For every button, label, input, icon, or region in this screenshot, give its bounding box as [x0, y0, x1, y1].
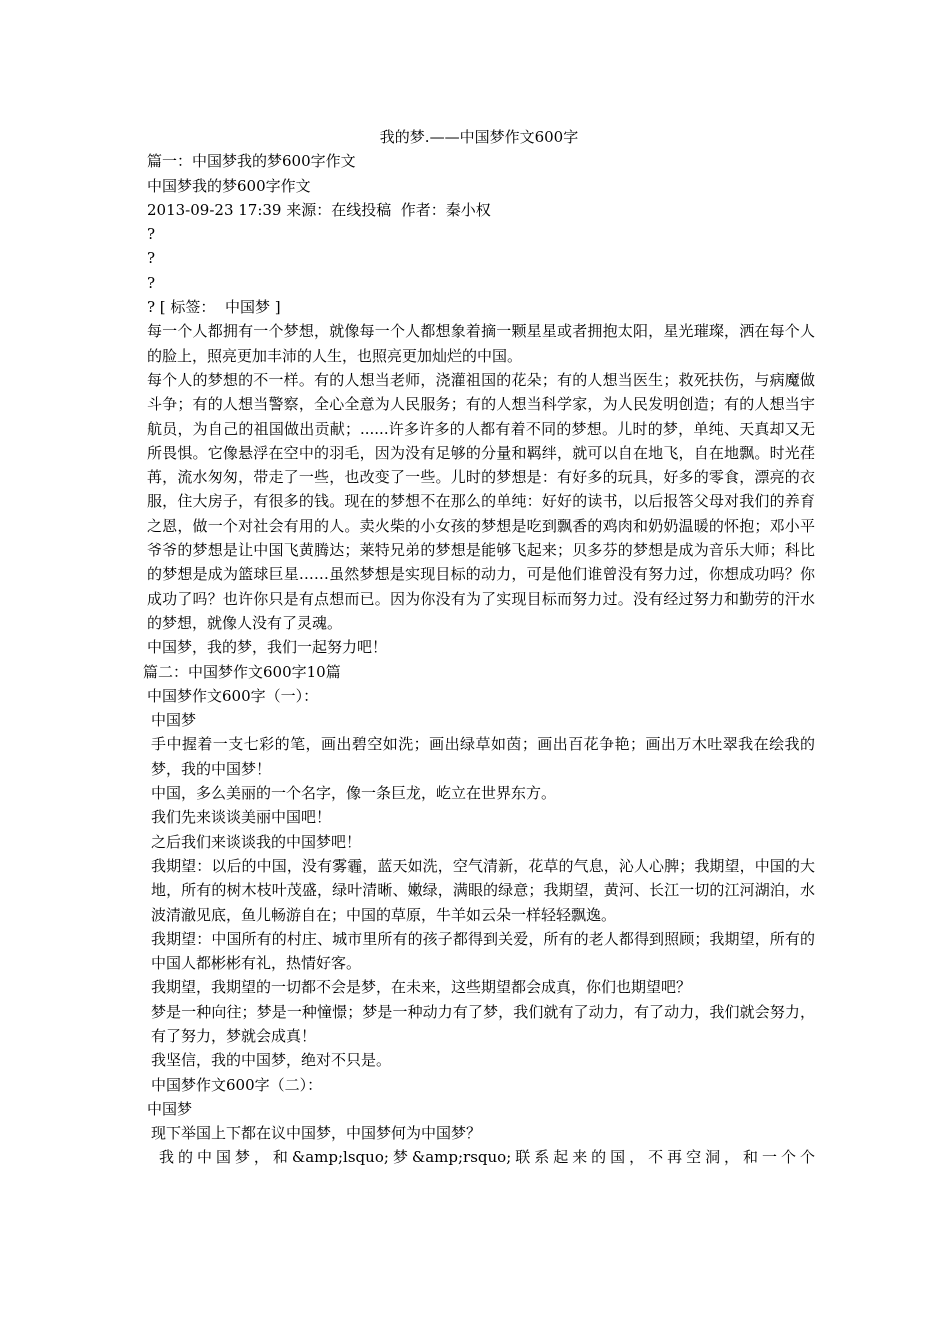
text-line: 我期望，我期望的一切都不会是梦，在未来，这些期望都会成真，你们也期望吧？	[151, 978, 692, 997]
text-line: 中国，多么美丽的一个名字，像一条巨龙，屹立在世界东方。	[151, 784, 557, 803]
text-line: 每一个人都拥有一个梦想，就像每一个人都想象着摘一颗星星或者拥抱太阳，星光璀璨，洒在每个人的脸上，照亮更加丰沛的人生，也照亮更加灿烂的中国。	[147, 322, 815, 365]
text-line: 现下举国上下都在议中国梦，中国梦何为中国梦？	[151, 1124, 482, 1143]
document-body	[143, 149, 815, 1169]
document-title: 我的梦.——中国梦作文600字	[379, 128, 579, 146]
text-line: 中国梦，我的梦，我们一起努力吧！	[147, 638, 388, 657]
text-line: 我期望：以后的中国，没有雾霾，蓝天如洗，空气清新，花草的气息，沁人心脾；我期望，中国的大地，所有的树木枝叶茂盛，绿叶清晰、嫩绿，满眼的绿意；我期望，黄河、长江一切的江河湖泊，水波清澈见底，鱼儿畅游自在；中国的草原，牛羊如云朵一样轻轻飘逸。	[151, 856, 815, 924]
text-line: 中国梦作文600字（一）：	[147, 686, 319, 705]
document-page	[143, 125, 815, 1170]
text-line: 篇一：中国梦我的梦600字作文	[147, 152, 356, 171]
text-line: ?	[147, 249, 156, 268]
text-line: ?	[147, 225, 156, 244]
text-line: 手中握着一支七彩的笔，画出碧空如洗；画出绿草如茵；画出百花争艳；画出万木吐翠我在绘我的梦，我的中国梦！	[151, 735, 815, 778]
text-line: 2013-09-23 17:39 来源：在线投稿 作者：秦小权	[147, 200, 491, 219]
text-line: 中国梦我的梦600字作文	[147, 176, 311, 195]
text-line: 我们先来谈谈美丽中国吧！	[151, 808, 332, 827]
text-line: 梦是一种向往；梦是一种憧憬；梦是一种动力有了梦，我们就有了动力，有了动力，我们就会努力，有了努力，梦就会成真！	[151, 1002, 815, 1045]
text-line: ?	[147, 273, 156, 292]
text-line: ? [ 标签： 中国梦 ]	[147, 298, 281, 317]
text-line: 我期望：中国所有的村庄、城市里所有的孩子都得到关爱，所有的老人都得到照顾；我期望，所有的中国人都彬彬有礼，热情好客。	[151, 929, 815, 973]
text-line: 中国梦	[147, 1099, 193, 1118]
text-line: 每个人的梦想的不一样。有的人想当老师，浇灌祖国的花朵；有的人想当医生；救死扶伤，与病魔做斗争；有的人想当警察，全心全意为人民服务；有的人想当科学家，为人民发明创造；有的人想当宇航员，为自己的祖国做出贡献；......许多许多的人都有着不同的梦想。儿时的梦，单纯、天真却又无所畏惧。它像悬浮在空中的羽毛，因为没有足够的分量和羁绊，就可以自在地飞，自在地飘。时光荏苒，流水匆匆，带走了一些，也改变了一些。儿时的梦想是：有好多的玩具，好多的零食，漂亮的衣服，住大房子，有很多的钱。现在的梦想不在那么的单纯：好好的读书，以后报答父母对我们的养育之恩，做一个对社会有用的人。卖火柴的小女孩的梦想是吃到飘香的鸡肉和奶奶温暖的怀抱；邓小平爷爷的梦想是让中国飞黄腾达；莱特兄弟的梦想是能够飞起来；贝多芬的梦想是成为音乐大师；科比的梦想是成为篮球巨星……虽然梦想是实现目标的动力，可是他们谁曾没有努力过，你想成功吗？你成功了吗？也许你只是有点想而已。因为你没有为了实现目标而努力过。没有经过努力和勤劳的汗水的梦想，就像人没有了灵魂。	[147, 370, 815, 632]
text-line: 我坚信，我的中国梦，绝对不只是。	[151, 1051, 392, 1070]
text-line: 中国梦作文600字（二）：	[151, 1075, 323, 1094]
text-line: 我的中国梦，和&amp;lsquo;梦&amp;rsquo;联系起来的国，不再空洞，和一个个	[159, 1148, 815, 1167]
text-line: 之后我们来谈谈我的中国梦吧！	[151, 832, 362, 851]
text-line: 篇二：中国梦作文600字10篇	[143, 662, 341, 681]
text-line: 中国梦	[151, 711, 197, 730]
